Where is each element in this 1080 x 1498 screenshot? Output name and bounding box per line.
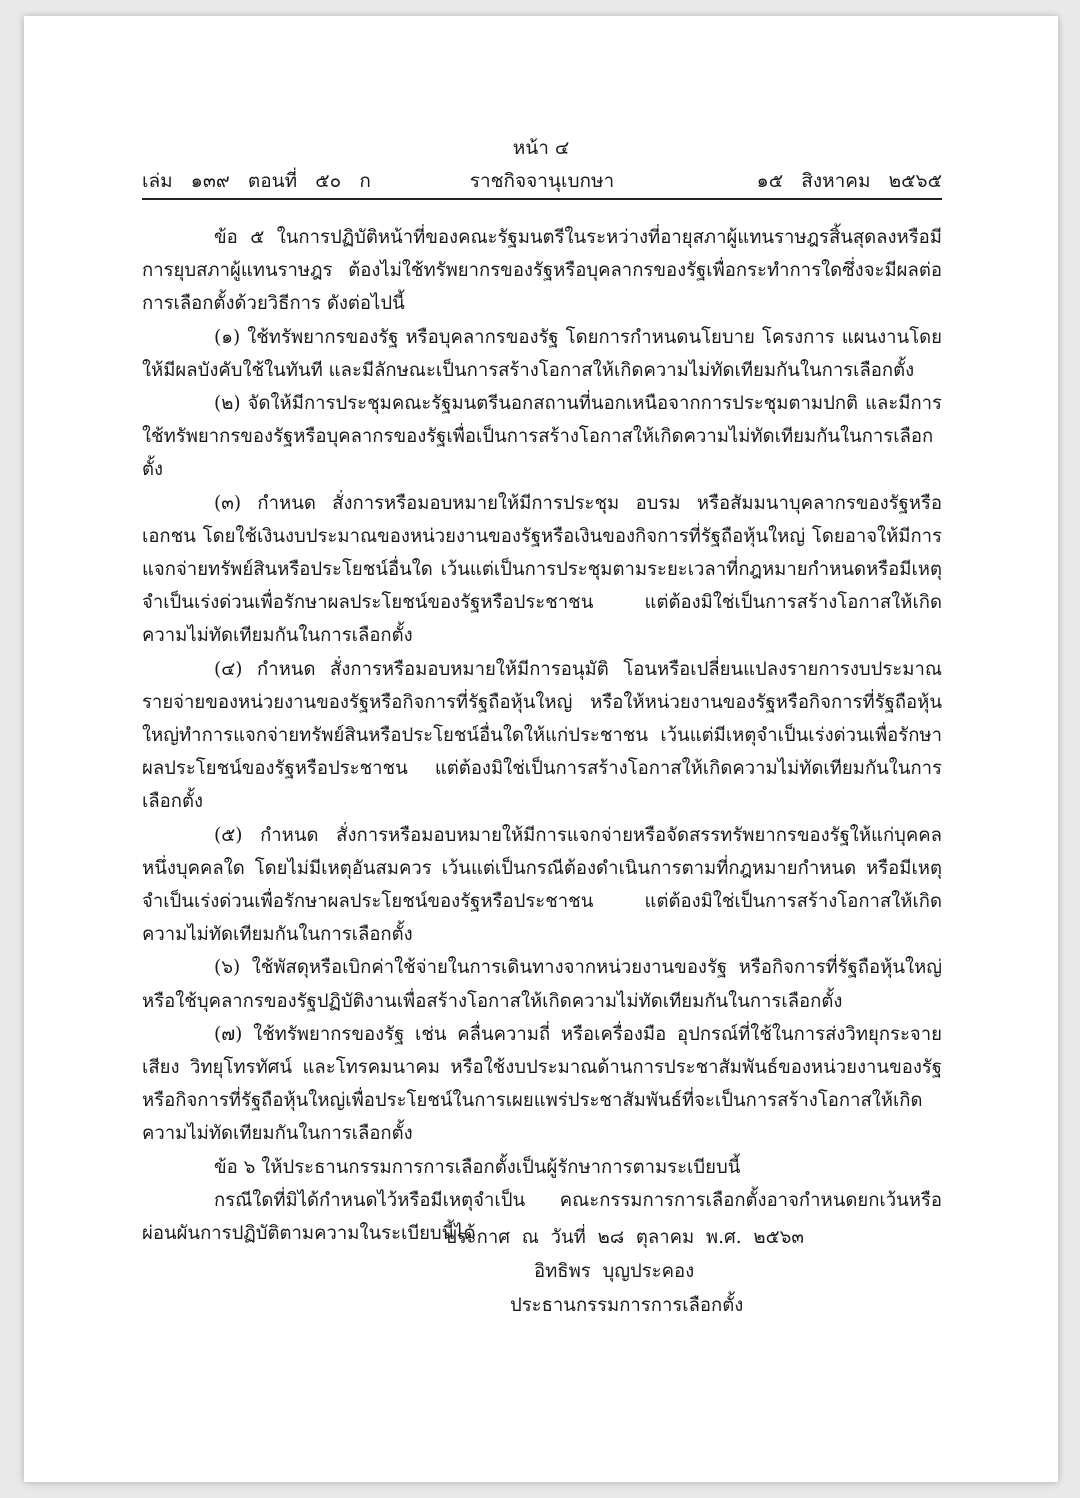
volume-issue: เล่ม ๑๓๙ ตอนที่ ๕๐ ก bbox=[142, 170, 371, 192]
clause-5-item-2: (๒) จัดให้มีการประชุมคณะรัฐมนตรีนอกสถานที่นอกเหนือจากการประชุมตามปกติ และมีการใช้ทรัพยากรของรัฐหรือบุคลากรของรัฐเพื่อเป็นการสร้างโอกาสให้เกิดความไม่ทัดเทียมกันในการเลือกตั้ง bbox=[142, 393, 942, 481]
clause-5-item-3: (๓) กำหนด สั่งการหรือมอบหมายให้มีการประชุม อบรม หรือสัมมนาบุคลากรของรัฐหรือเอกชน โดยใช้เงินงบประมาณของหน่วยงานของรัฐหรือเงินของกิจการที่รัฐถือหุ้นใหญ่ โดยอาจให้มีการแจกจ่ายทรัพย์สินหรือประโยชน์อื่นใด เว้นแต่เป็นการประชุมตามระยะเวลาที่กฎหมายกำหนดหรือมีเหตุจำเป็นเร่งด่วนเพื่อรักษาผลประโยชน์ของรัฐหรือประชาชน แต่ต้องมิใช่เป็นการสร้างโอกาสให้เกิดความไม่ทัดเทียมกันในการเลือกตั้ง bbox=[142, 492, 942, 647]
gazette-name: ราชกิจจานุเบกษา bbox=[469, 170, 615, 192]
regulation-body bbox=[142, 221, 942, 1250]
clause-5: ข้อ ๕ ในการปฏิบัติหน้าที่ของคณะรัฐมนตรีในระหว่างที่อายุสภาผู้แทนราษฎรสิ้นสุดลงหรือมีการยุบสภาผู้แทนราษฎร ต้องไม่ใช้ทรัพยากรของรัฐหรือบุคลากรของรัฐเพื่อกระทำการใดซึ่งจะมีผลต่อการเลือกตั้งด้วยวิธีการ ดังต่อไปนี้ bbox=[142, 227, 942, 315]
clause-6-exception: กรณีใดที่มิได้กำหนดไว้หรือมีเหตุจำเป็น คณะกรรมการการเลือกตั้งอาจกำหนดยกเว้นหรือผ่อนผันการปฏิบัติตามความในระเบียบนี้ได้ bbox=[142, 1189, 942, 1245]
clause-5-item-6: (๖) ใช้พัสดุหรือเบิกค่าใช้จ่ายในการเดินทางจากหน่วยงานของรัฐ หรือกิจการที่รัฐถือหุ้นใหญ่หรือใช้บุคลากรของรัฐปฏิบัติงานเพื่อสร้างโอกาสให้เกิดความไม่ทัดเทียมกันในการเลือกตั้ง bbox=[142, 957, 942, 1012]
document-page bbox=[24, 16, 1058, 1482]
signatory-name: อิทธิพร บุญประคอง bbox=[534, 1261, 695, 1282]
clause-5-item-1: (๑) ใช้ทรัพยากรของรัฐ หรือบุคลากรของรัฐ โดยการกำหนดนโยบาย โครงการ แผนงานโดยให้มีผลบังคับใช้ในทันที และมีลักษณะเป็นการสร้างโอกาสให้เกิดความไม่ทัดเทียมกันในการเลือกตั้ง bbox=[142, 326, 942, 381]
page-number: หน้า ๔ bbox=[512, 137, 570, 159]
clause-5-item-7: (๗) ใช้ทรัพยากรของรัฐ เช่น คลื่นความถี่ หรือเครื่องมือ อุปกรณ์ที่ใช้ในการส่งวิทยุกระจายเสียง วิทยุโทรทัศน์ และโทรคมนาคม หรือใช้งบประมาณด้านการประชาสัมพันธ์ของหน่วยงานของรัฐ หรือกิจการที่รัฐถือหุ้นใหญ่เพื่อประโยชน์ในการเผยแพร่ประชาสัมพันธ์ที่จะเป็นการสร้างโอกาสให้เกิดความไม่ทัดเทียมกันในการเลือกตั้ง bbox=[142, 1023, 942, 1145]
gazette-header bbox=[142, 168, 942, 200]
clause-6: ข้อ ๖ ให้ประธานกรรมการการเลือกตั้งเป็นผู้รักษาการตามระเบียบนี้ bbox=[214, 1156, 741, 1178]
clause-5-item-4: (๔) กำหนด สั่งการหรือมอบหมายให้มีการอนุมัติ โอนหรือเปลี่ยนแปลงรายการงบประมาณรายจ่ายของหน่วยงานของรัฐหรือกิจการที่รัฐถือหุ้นใหญ่ หรือให้หน่วยงานของรัฐหรือกิจการที่รัฐถือหุ้นใหญ่ทำการแจกจ่ายทรัพย์สินหรือประโยชน์อื่นใดให้แก่ประชาชน เว้นแต่มีเหตุจำเป็นเร่งด่วนเพื่อรักษาผลประโยชน์ของรัฐหรือประชาชน แต่ต้องมิใช่เป็นการสร้างโอกาสให้เกิดความไม่ทัดเทียมกันในการเลือกตั้ง bbox=[142, 658, 942, 813]
signatory-title: ประธานกรรมการการเลือกตั้ง bbox=[510, 1295, 744, 1316]
announcement-date: ประกาศ ณ วันที่ ๒๘ ตุลาคม พ.ศ. ๒๕๖๓ bbox=[445, 1227, 804, 1248]
clause-5-item-5: (๕) กำหนด สั่งการหรือมอบหมายให้มีการแจกจ่ายหรือจัดสรรทรัพยากรของรัฐให้แก่บุคคลหนึ่งบุคคลใด โดยไม่มีเหตุอันสมควร เว้นแต่เป็นกรณีต้องดำเนินการตามที่กฎหมายกำหนด หรือมีเหตุจำเป็นเร่งด่วนเพื่อรักษาผลประโยชน์ของรัฐหรือประชาชน แต่ต้องมิใช่เป็นการสร้างโอกาสให้เกิดความไม่ทัดเทียมกันในการเลือกตั้ง bbox=[142, 824, 942, 946]
publication-date: ๑๕ สิงหาคม ๒๕๖๕ bbox=[756, 170, 942, 192]
